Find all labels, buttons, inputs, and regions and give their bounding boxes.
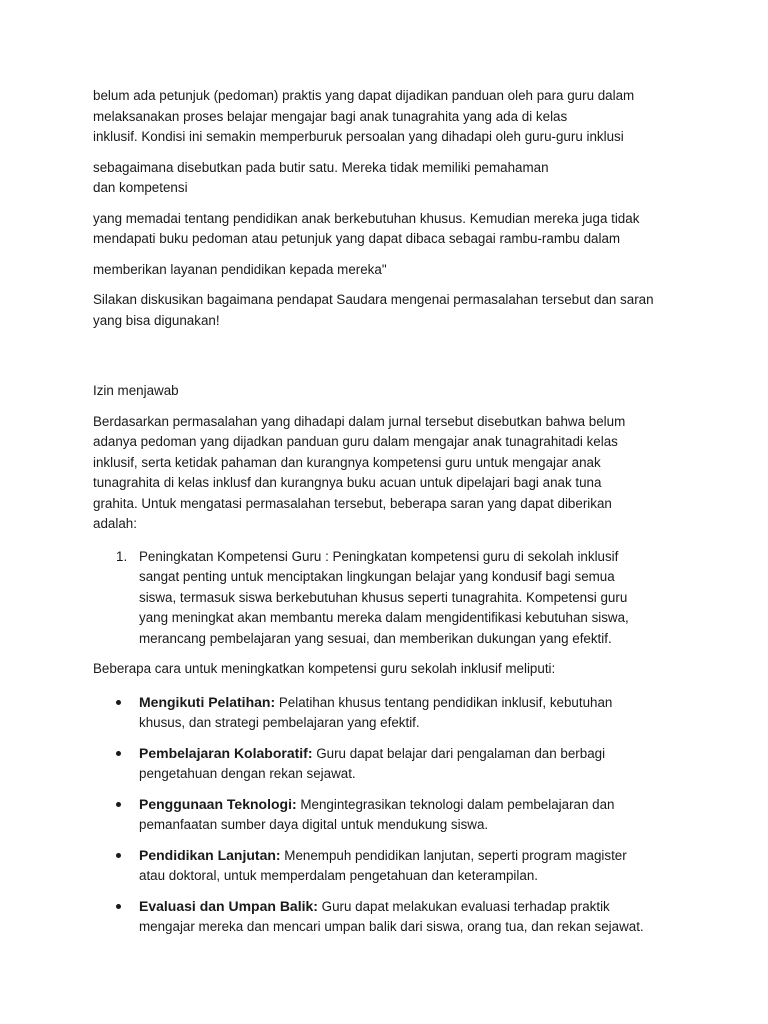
intro-paragraph-3 [93, 209, 693, 250]
text-line: inklusif, serta ketidak pahaman dan kurangnya kompetensi guru untuk mengajar anak [93, 454, 601, 470]
bullet-dot-icon [116, 853, 121, 858]
text-line: belum ada petunjuk (pedoman) praktis yang dapat dijadikan panduan oleh para guru dalam [93, 88, 635, 103]
text-line: mengajar mereka dan mencari umpan balik dari siswa, orang tua, dan rekan sejawat. [139, 919, 644, 934]
bullet-text: Guru dapat belajar dari pengalaman dan berbagi [312, 745, 606, 761]
text-line: yang meningkat akan membantu mereka dalam mengidentifikasi kebutuhan siswa, [139, 610, 629, 625]
text-line: mendapati buku pedoman atau petunjuk yang dapat dibaca sebagai rambu-rambu dalam [93, 231, 621, 246]
bullet-dot-icon [116, 700, 121, 705]
bullet-title: Penggunaan Teknologi: [139, 795, 297, 812]
text-line: Peningkatan Kompetensi Guru : Peningkatan kompetensi guru di sekolah inklusif [139, 548, 619, 564]
answer-greeting [93, 381, 693, 402]
text-line [139, 743, 693, 765]
bullet-item-lanjutan [93, 845, 693, 887]
text-line: sebagaimana disebutkan pada butir satu. Mereka tidak memiliki pemahaman [93, 159, 549, 175]
answer-paragraph-1 [93, 412, 693, 535]
bullet-item-evaluasi [93, 896, 693, 938]
bullet-dot-icon [116, 802, 121, 807]
text-line: pemanfaatan sumber daya digital untuk mendukung siswa. [139, 817, 489, 832]
text-line: yang memadai tentang pendidikan anak berkebutuhan khusus. Kemudian mereka juga tidak [93, 210, 640, 226]
text-line: Beberapa cara untuk meningkatkan kompetensi guru sekolah inklusif meliputi: [93, 661, 556, 676]
numbered-list-item [93, 547, 693, 650]
text-line: Silakan diskusikan bagaimana pendapat Saudara mengenai permasalahan tersebut dan saran [93, 292, 654, 307]
bullet-item-teknologi [93, 794, 693, 836]
text-line: dan kompetensi [93, 180, 188, 195]
bullet-dot-icon [116, 751, 121, 756]
ways-intro [93, 659, 693, 680]
text-line: melaksanakan proses belajar mengajar bagi anak tunagrahita yang ada di kelas [93, 108, 568, 124]
bullet-text: Mengintegrasikan teknologi dalam pembelajaran dan [296, 796, 615, 812]
text-line: siswa, termasuk siswa berkebutuhan khusus seperti tunagrahita. Kompetensi guru [139, 589, 628, 605]
text-line: Izin menjawab [93, 383, 179, 398]
text-line: atau doktoral, untuk memperdalam pengetahuan dan keterampilan. [139, 868, 538, 883]
text-line: Berdasarkan permasalahan yang dihadapi dalam jurnal tersebut disebutkan bahwa belum [93, 413, 626, 429]
bullet-list [93, 692, 693, 938]
text-line: grahita. Untuk mengatasi permasalahan tersebut, beberapa saran yang dapat diberikan [93, 495, 612, 511]
text-line: merancang pembelajaran yang sesuai, dan memberikan dukungan yang efektif. [139, 630, 612, 646]
text-line: sangat penting untuk menciptakan lingkungan belajar yang kondusif bagi semua [139, 569, 615, 584]
text-line: inklusif. Kondisi ini semakin memperburuk persoalan yang dihadapi oleh guru-guru inklusi [93, 129, 624, 144]
bullet-item-pelatihan [93, 692, 693, 734]
bullet-text: Guru dapat melakukan evaluasi terhadap praktik [317, 898, 610, 914]
text-line: memberikan layanan pendidikan kepada mereka" [93, 261, 387, 277]
bullet-dot-icon [116, 904, 121, 909]
text-line: khusus, dan strategi pembelajaran yang efektif. [139, 715, 420, 730]
text-line: adalah: [93, 516, 137, 531]
bullet-title: Pendidikan Lanjutan: [139, 846, 281, 863]
text-line [139, 896, 693, 918]
text-line: pengetahuan dengan rekan sejawat. [139, 766, 356, 781]
bullet-title: Mengikuti Pelatihan: [139, 693, 276, 710]
bullet-title: Evaluasi dan Umpan Balik: [139, 897, 318, 914]
discussion-prompt [93, 290, 693, 331]
list-number: 1. [116, 548, 128, 564]
text-line: adanya pedoman yang dijadkan panduan guru dalam mengajar anak tunagrahitadi kelas [93, 434, 618, 449]
intro-paragraph-4 [93, 260, 693, 281]
bullet-text: Menempuh pendidikan lanjutan, seperti program magister [280, 847, 627, 863]
text-line [139, 845, 693, 867]
text-line: tunagrahita di kelas inklusf dan kurangnya buku acuan untuk dipelajari bagi anak tuna [93, 475, 602, 490]
text-line: yang bisa digunakan! [93, 312, 220, 328]
intro-paragraph-2 [93, 158, 693, 199]
text-line [139, 692, 693, 714]
text-line [139, 794, 693, 816]
intro-paragraph-1 [93, 86, 693, 148]
bullet-item-kolaboratif [93, 743, 693, 785]
bullet-title: Pembelajaran Kolaboratif: [139, 744, 313, 761]
bullet-text: Pelatihan khusus tentang pendidikan inklusif, kebutuhan [275, 694, 613, 710]
document-body [93, 86, 693, 947]
